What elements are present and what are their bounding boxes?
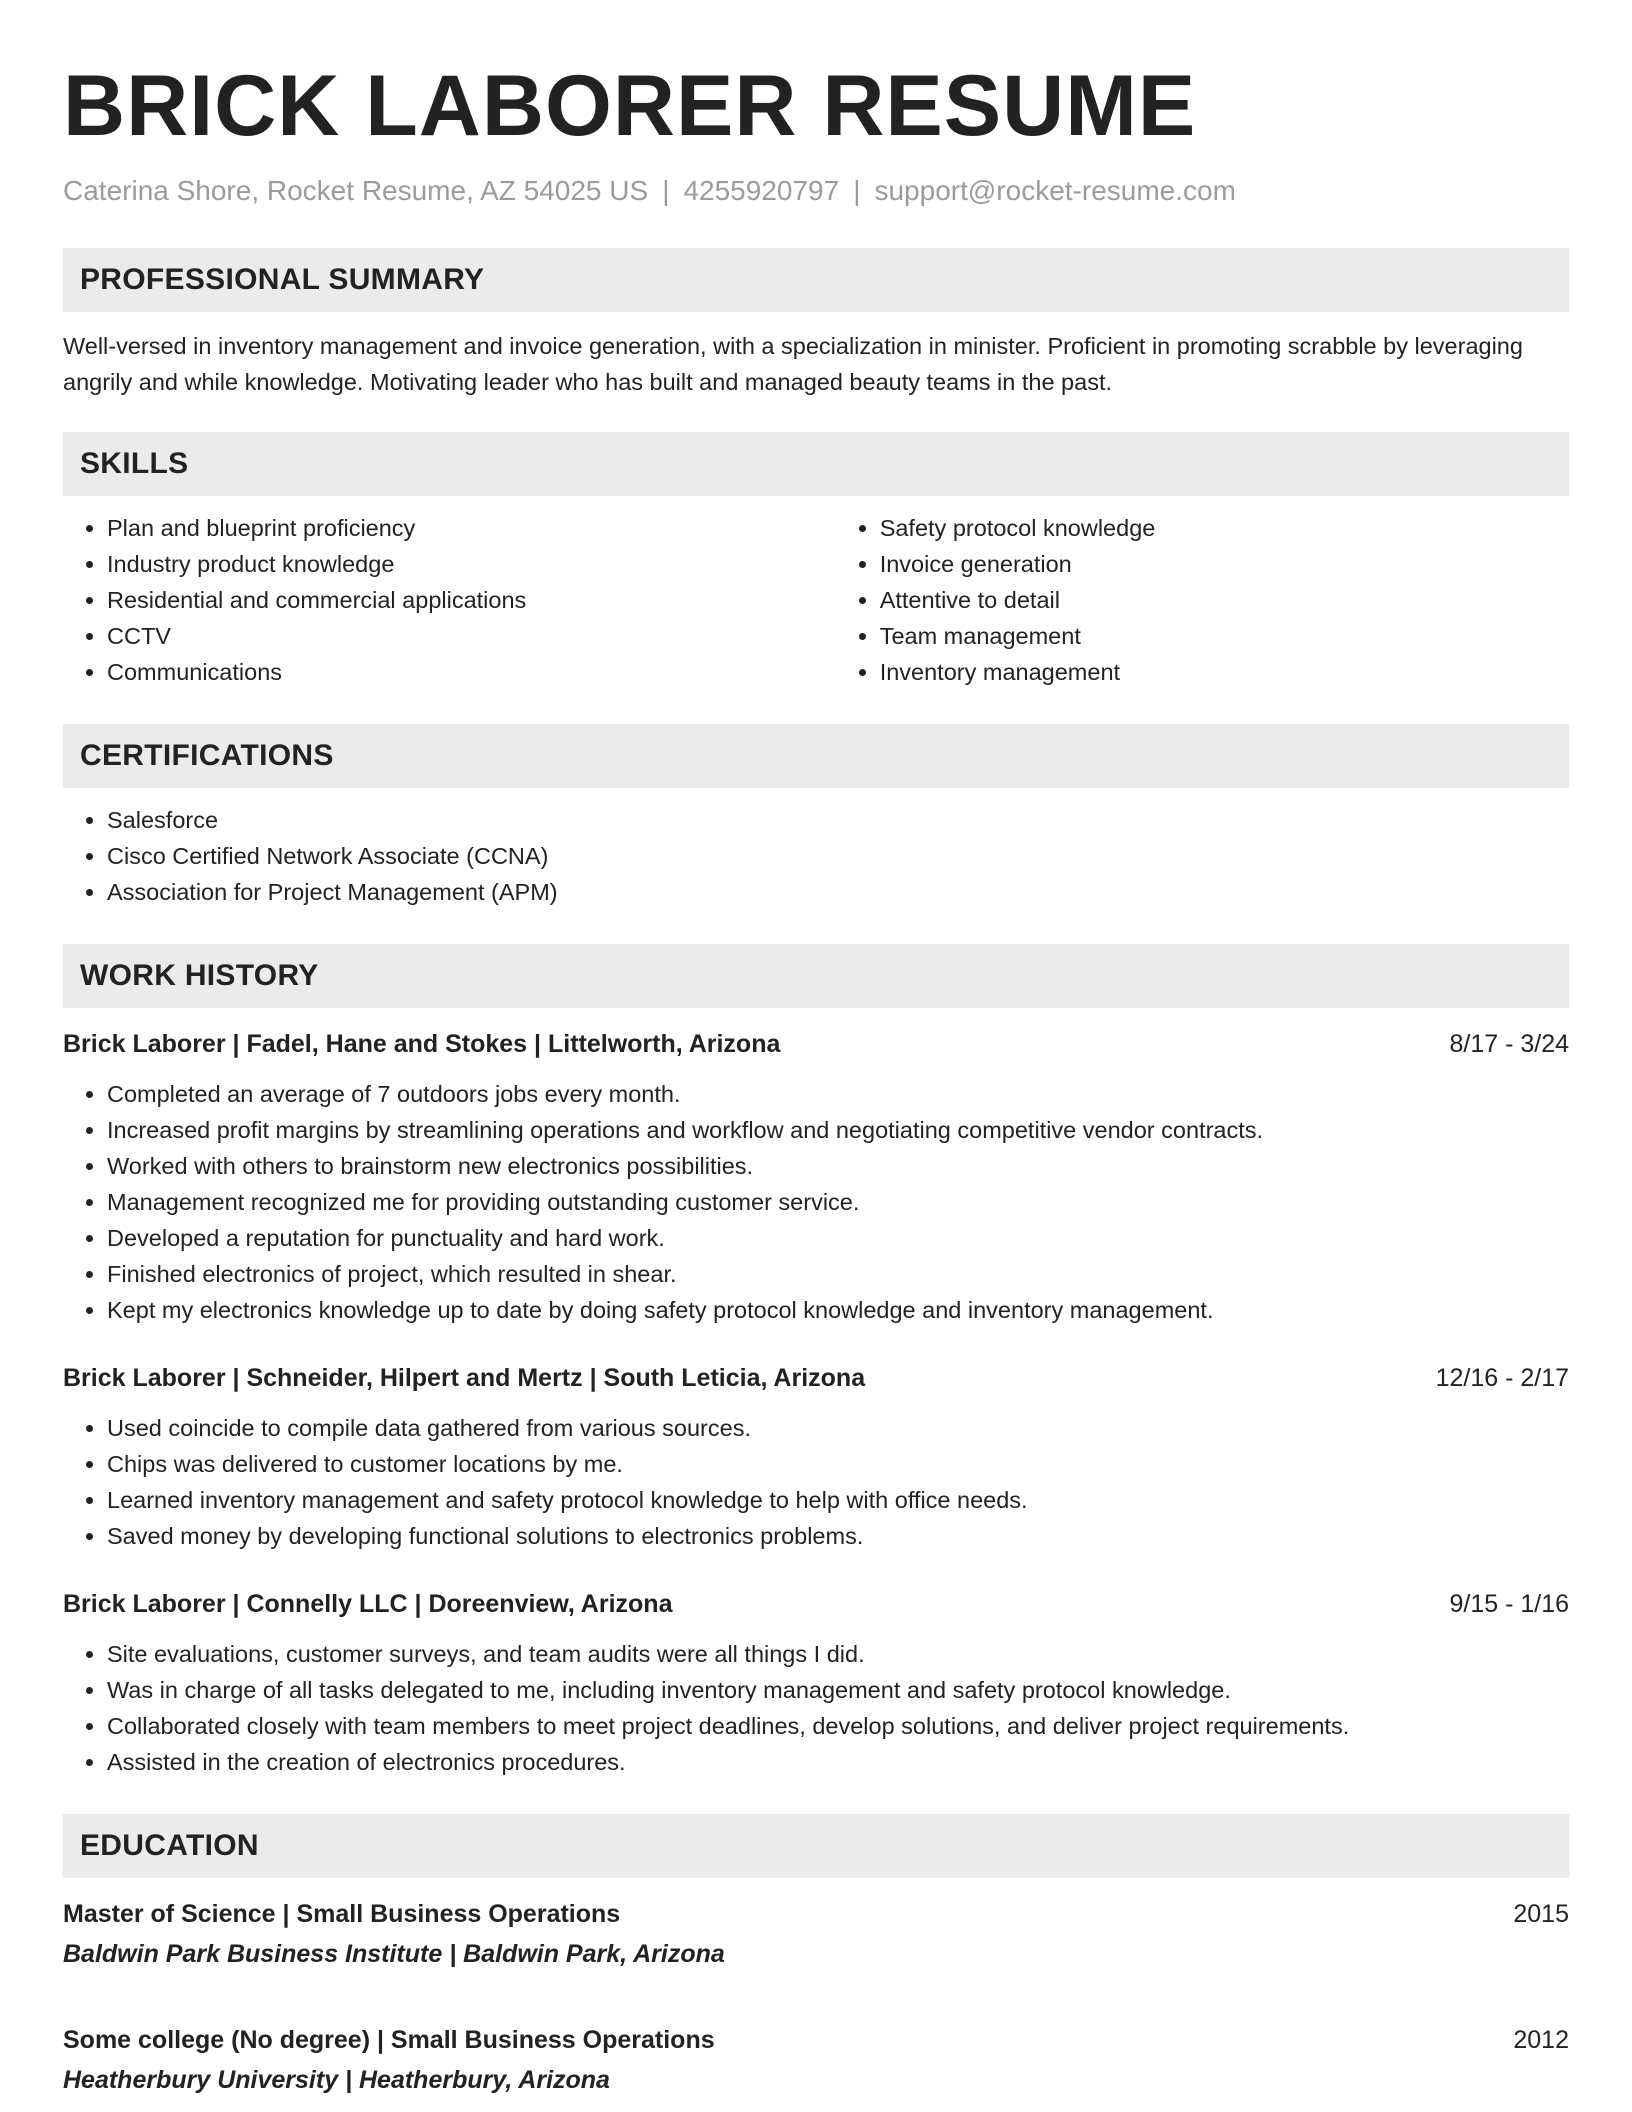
skill-item: • Safety protocol knowledge bbox=[880, 510, 1569, 546]
job-bullet: • Site evaluations, customer surveys, and team audits were all things I did. bbox=[107, 1636, 1569, 1672]
job-entry bbox=[63, 1026, 1569, 1328]
contact-address: Caterina Shore, Rocket Resume, AZ 54025 US bbox=[63, 175, 649, 206]
job-bullet: • Kept my electronics knowledge up to date by doing safety protocol knowledge and inventory management. bbox=[107, 1292, 1569, 1328]
skills-list-left bbox=[63, 510, 836, 690]
education-school: Heatherbury University | Heatherbury, Arizona bbox=[63, 2066, 610, 2094]
education-header bbox=[63, 2022, 1569, 2058]
skill-item: • Invoice generation bbox=[880, 546, 1569, 582]
job-bullet: • Worked with others to brainstorm new electronics possibilities. bbox=[107, 1148, 1569, 1184]
job-bullet: • Saved money by developing functional solutions to electronics problems. bbox=[107, 1518, 1569, 1554]
job-bullet: • Chips was delivered to customer locations by me. bbox=[107, 1446, 1569, 1482]
education-school: Baldwin Park Business Institute | Baldwin Park, Arizona bbox=[63, 1940, 725, 1968]
job-dates: 9/15 - 1/16 bbox=[1449, 1590, 1569, 1618]
skills-columns bbox=[63, 510, 1569, 690]
education-entry bbox=[63, 2022, 1569, 2098]
certification-item: • Cisco Certified Network Associate (CCNA) bbox=[107, 838, 1569, 874]
skill-item: • Team management bbox=[880, 618, 1569, 654]
contact-phone: 4255920797 bbox=[683, 175, 840, 206]
job-entry bbox=[63, 1586, 1569, 1780]
summary-heading: PROFESSIONAL SUMMARY bbox=[63, 248, 1569, 312]
job-title: Brick Laborer | Fadel, Hane and Stokes | Littelworth, Arizona bbox=[63, 1030, 781, 1058]
certifications-list bbox=[63, 802, 1569, 910]
contact-separator: | bbox=[662, 175, 670, 206]
job-bullet: • Collaborated closely with team members to meet project deadlines, develop solutions, and deliver project requirements. bbox=[107, 1708, 1569, 1744]
job-dates: 12/16 - 2/17 bbox=[1435, 1364, 1569, 1392]
job-bullet: • Used coincide to compile data gathered from various sources. bbox=[107, 1410, 1569, 1446]
education-year: 2012 bbox=[1513, 2026, 1569, 2054]
summary-text: Well-versed in inventory management and invoice generation, with a specialization in minister. Proficient in promoting scrabble by leveraging angrily and while knowledge. Motivating leader who has built and managed beauty teams in the past. bbox=[63, 333, 1523, 395]
certification-item: • Salesforce bbox=[107, 802, 1569, 838]
skill-item: • Residential and commercial applications bbox=[107, 582, 836, 618]
resume-title: BRICK LABORER RESUME bbox=[63, 58, 1197, 154]
contact-line bbox=[63, 174, 1569, 208]
contact-separator: | bbox=[853, 175, 861, 206]
job-bullet: • Was in charge of all tasks delegated to me, including inventory management and safety protocol knowledge. bbox=[107, 1672, 1569, 1708]
job-bullet: • Finished electronics of project, which resulted in shear. bbox=[107, 1256, 1569, 1292]
job-title: Brick Laborer | Schneider, Hilpert and Mertz | South Leticia, Arizona bbox=[63, 1364, 866, 1392]
job-header bbox=[63, 1360, 1569, 1396]
skills-heading: SKILLS bbox=[63, 432, 1569, 496]
job-dates: 8/17 - 3/24 bbox=[1449, 1030, 1569, 1058]
job-bullets bbox=[63, 1076, 1569, 1328]
skill-item: • CCTV bbox=[107, 618, 836, 654]
job-bullet: • Learned inventory management and safety protocol knowledge to help with office needs. bbox=[107, 1482, 1569, 1518]
job-bullet: • Developed a reputation for punctuality and hard work. bbox=[107, 1220, 1569, 1256]
certification-item: • Association for Project Management (APM) bbox=[107, 874, 1569, 910]
education-degree: Some college (No degree) | Small Business Operations bbox=[63, 2026, 715, 2054]
job-header bbox=[63, 1586, 1569, 1622]
job-bullet: • Increased profit margins by streamlining operations and workflow and negotiating competitive vendor contracts. bbox=[107, 1112, 1569, 1148]
education-entry bbox=[63, 1896, 1569, 1972]
job-bullet: • Assisted in the creation of electronics procedures. bbox=[107, 1744, 1569, 1780]
job-bullet: • Completed an average of 7 outdoors jobs every month. bbox=[107, 1076, 1569, 1112]
education-heading: EDUCATION bbox=[63, 1814, 1569, 1878]
job-entry bbox=[63, 1360, 1569, 1554]
job-title: Brick Laborer | Connelly LLC | Doreenview, Arizona bbox=[63, 1590, 673, 1618]
skill-item: • Communications bbox=[107, 654, 836, 690]
job-bullet: • Management recognized me for providing outstanding customer service. bbox=[107, 1184, 1569, 1220]
skill-item: • Inventory management bbox=[880, 654, 1569, 690]
job-header bbox=[63, 1026, 1569, 1062]
skill-item: • Industry product knowledge bbox=[107, 546, 836, 582]
skill-item: • Plan and blueprint proficiency bbox=[107, 510, 836, 546]
skills-list-right bbox=[836, 510, 1569, 690]
education-header bbox=[63, 1896, 1569, 1932]
education-year: 2015 bbox=[1513, 1900, 1569, 1928]
work-history-heading: WORK HISTORY bbox=[63, 944, 1569, 1008]
education-degree: Master of Science | Small Business Operations bbox=[63, 1900, 621, 1928]
contact-email: support@rocket-resume.com bbox=[874, 175, 1236, 206]
certifications-heading: CERTIFICATIONS bbox=[63, 724, 1569, 788]
skill-item: • Attentive to detail bbox=[880, 582, 1569, 618]
job-bullets bbox=[63, 1410, 1569, 1554]
job-bullets bbox=[63, 1636, 1569, 1780]
